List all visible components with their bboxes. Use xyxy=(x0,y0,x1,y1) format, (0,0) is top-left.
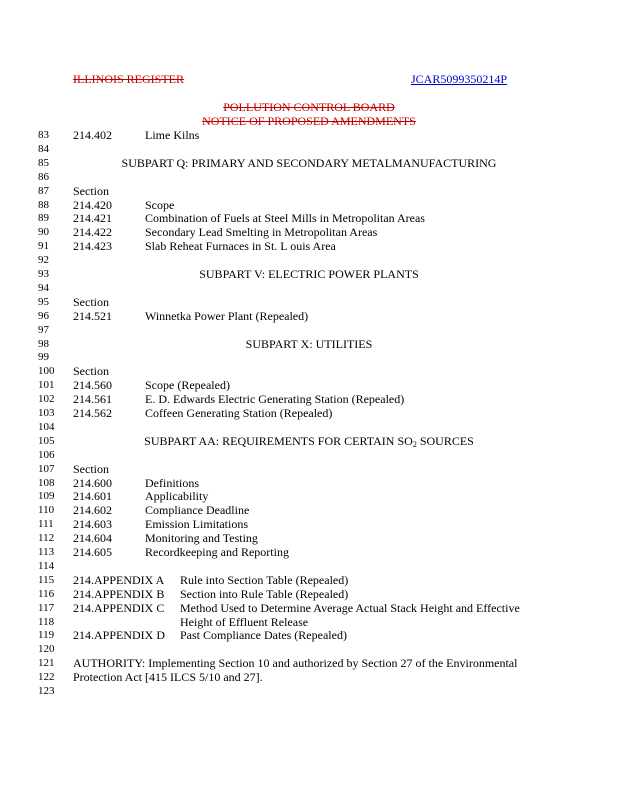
line-number: 106 xyxy=(38,448,55,461)
document-line xyxy=(0,656,618,670)
section-title: Definitions xyxy=(145,475,199,490)
line-number: 84 xyxy=(38,142,49,155)
section-number: 214.602 xyxy=(73,503,112,518)
line-number: 110 xyxy=(38,504,55,517)
section-title: Scope (Repealed) xyxy=(145,378,230,393)
document-line xyxy=(0,198,618,212)
document-line xyxy=(0,267,618,281)
line-number: 118 xyxy=(38,615,55,628)
section-number: 214.605 xyxy=(73,545,112,559)
appendix-title: Height of Effluent Release xyxy=(180,614,309,629)
line-number: 102 xyxy=(38,393,55,406)
section-number: 214.421 xyxy=(73,211,112,226)
line-number: 122 xyxy=(38,671,55,684)
document-line xyxy=(0,587,618,601)
section-title: Emission Limitations xyxy=(145,517,249,532)
section-number: 214.521 xyxy=(73,308,112,323)
section-number: 214.420 xyxy=(73,197,112,212)
line-number: 104 xyxy=(38,420,55,433)
line-number: 100 xyxy=(38,365,55,378)
notice-title: NOTICE OF PROPOSED AMENDMENTS xyxy=(202,114,416,128)
section-number: Section xyxy=(73,294,109,309)
document-line xyxy=(0,503,618,517)
line-number: 105 xyxy=(38,434,55,447)
document-line xyxy=(0,295,618,309)
section-number: 214.402 xyxy=(73,128,112,142)
line-number: 89 xyxy=(38,212,49,225)
document-line xyxy=(0,489,618,503)
section-number: 214.561 xyxy=(73,392,112,407)
line-number: 88 xyxy=(38,198,49,211)
line-number: 93 xyxy=(38,268,49,280)
subpart-heading: SUBPART X: UTILITIES xyxy=(245,336,373,351)
section-number: 214.562 xyxy=(73,406,112,420)
authority-text: Protection Act [415 ILCS 5/10 and 27]. xyxy=(73,670,263,685)
document-line xyxy=(0,364,618,378)
appendix-title: Rule into Section Table (Repealed) xyxy=(180,572,349,587)
document-line xyxy=(0,142,618,156)
section-title: Slab Reheat Furnaces in St. L ouis Area xyxy=(145,239,336,254)
section-number: 214.560 xyxy=(73,378,112,393)
section-title: Secondary Lead Smelting in Metropolitan Areas xyxy=(145,225,378,240)
line-number: 98 xyxy=(38,337,49,350)
section-title: Monitoring and Testing xyxy=(145,531,258,546)
line-number: 87 xyxy=(38,184,49,197)
section-title: Winnetka Power Plant (Repealed) xyxy=(145,308,309,323)
line-number: 119 xyxy=(38,629,55,642)
line-number: 116 xyxy=(38,587,55,600)
line-number: 95 xyxy=(38,295,49,308)
section-number: Section xyxy=(73,364,109,379)
section-title: Scope xyxy=(145,197,175,212)
document-line xyxy=(0,337,618,351)
document-line xyxy=(0,559,618,573)
line-number: 83 xyxy=(38,129,49,141)
register-title: ILLINOIS REGISTER xyxy=(73,72,184,86)
line-number: 92 xyxy=(38,254,49,267)
document-line xyxy=(0,253,618,267)
section-number: 214.423 xyxy=(73,239,112,254)
document-line xyxy=(0,573,618,587)
section-number: 214.601 xyxy=(73,489,112,504)
document-line xyxy=(0,448,618,462)
document-line xyxy=(0,350,618,364)
line-number: 121 xyxy=(38,657,55,670)
line-number: 107 xyxy=(38,462,55,475)
appendix-title: Past Compliance Dates (Repealed) xyxy=(180,628,347,643)
section-number: 214.APPENDIX D xyxy=(73,628,166,643)
document-line xyxy=(0,211,618,225)
section-number: 214.APPENDIX A xyxy=(73,572,165,587)
section-number: Section xyxy=(73,461,109,476)
section-title: Lime Kilns xyxy=(145,128,200,142)
appendix-title: Method Used to Determine Average Actual Stack Height and Effective xyxy=(180,600,520,615)
document-line xyxy=(0,170,618,184)
subpart-heading: SUBPART Q: PRIMARY AND SECONDARY METALMANUFACTURING xyxy=(121,155,497,170)
document-line xyxy=(0,462,618,476)
document-line xyxy=(0,517,618,531)
document-line xyxy=(0,642,618,656)
appendix-title: Section into Rule Table (Repealed) xyxy=(180,586,349,601)
line-number: 94 xyxy=(38,281,49,294)
board-title: POLLUTION CONTROL BOARD xyxy=(223,100,395,114)
line-number: 115 xyxy=(38,573,55,586)
document-line xyxy=(0,545,618,559)
document-line xyxy=(0,670,618,684)
line-number: 85 xyxy=(38,156,49,169)
section-title: Coffeen Generating Station (Repealed) xyxy=(145,406,333,420)
document-line xyxy=(0,128,618,142)
line-number: 120 xyxy=(38,643,55,656)
line-number: 113 xyxy=(38,546,55,558)
document-line xyxy=(0,392,618,406)
document-line xyxy=(0,601,618,615)
section-number: 214.APPENDIX C xyxy=(73,600,165,615)
document-line xyxy=(0,531,618,545)
section-number: 214.APPENDIX B xyxy=(73,586,165,601)
section-title: Combination of Fuels at Steel Mills in Metropolitan Areas xyxy=(145,211,425,226)
section-title: Applicability xyxy=(145,489,209,504)
line-number: 97 xyxy=(38,323,49,336)
section-title: E. D. Edwards Electric Generating Station (Repealed) xyxy=(145,392,405,407)
section-number: Section xyxy=(73,183,109,198)
line-number: 111 xyxy=(38,518,54,531)
line-number: 123 xyxy=(38,685,55,697)
line-number: 112 xyxy=(38,532,55,545)
document-line xyxy=(0,323,618,337)
document-line xyxy=(0,378,618,392)
section-number: 214.422 xyxy=(73,225,112,240)
line-number: 86 xyxy=(38,170,49,183)
line-number: 117 xyxy=(38,601,55,614)
document-line xyxy=(0,156,618,170)
document-line xyxy=(0,309,618,323)
document-line xyxy=(0,476,618,490)
line-number: 90 xyxy=(38,226,49,239)
section-number: 214.600 xyxy=(73,475,112,490)
document-line xyxy=(0,684,618,698)
line-number: 99 xyxy=(38,351,49,364)
line-number: 96 xyxy=(38,309,49,322)
line-number: 114 xyxy=(38,559,55,572)
document-line xyxy=(0,225,618,239)
document-line xyxy=(0,615,618,629)
line-number: 108 xyxy=(38,476,55,489)
section-title: Recordkeeping and Reporting xyxy=(145,545,289,559)
jcar-code-link[interactable]: JCAR5099350214P xyxy=(411,72,508,86)
document-line xyxy=(0,184,618,198)
section-number: 214.604 xyxy=(73,531,112,546)
document-line xyxy=(0,281,618,295)
subpart-heading: SUBPART AA: REQUIREMENTS FOR CERTAIN $SO_2$ SOURCES xyxy=(144,433,474,449)
authority-text: AUTHORITY: Implementing Section 10 and authorized by Section 27 of the Environmental xyxy=(73,656,518,671)
document-line xyxy=(0,239,618,253)
section-title: Compliance Deadline xyxy=(145,503,250,518)
document-line xyxy=(0,420,618,434)
section-number: 214.603 xyxy=(73,517,112,532)
document-line xyxy=(0,434,618,448)
line-number: 109 xyxy=(38,490,55,503)
line-number: 103 xyxy=(38,407,55,419)
subpart-heading: SUBPART V: ELECTRIC POWER PLANTS xyxy=(199,267,419,281)
document-line xyxy=(0,628,618,642)
document-line xyxy=(0,406,618,420)
line-number: 91 xyxy=(38,240,49,253)
line-number: 101 xyxy=(38,379,55,392)
